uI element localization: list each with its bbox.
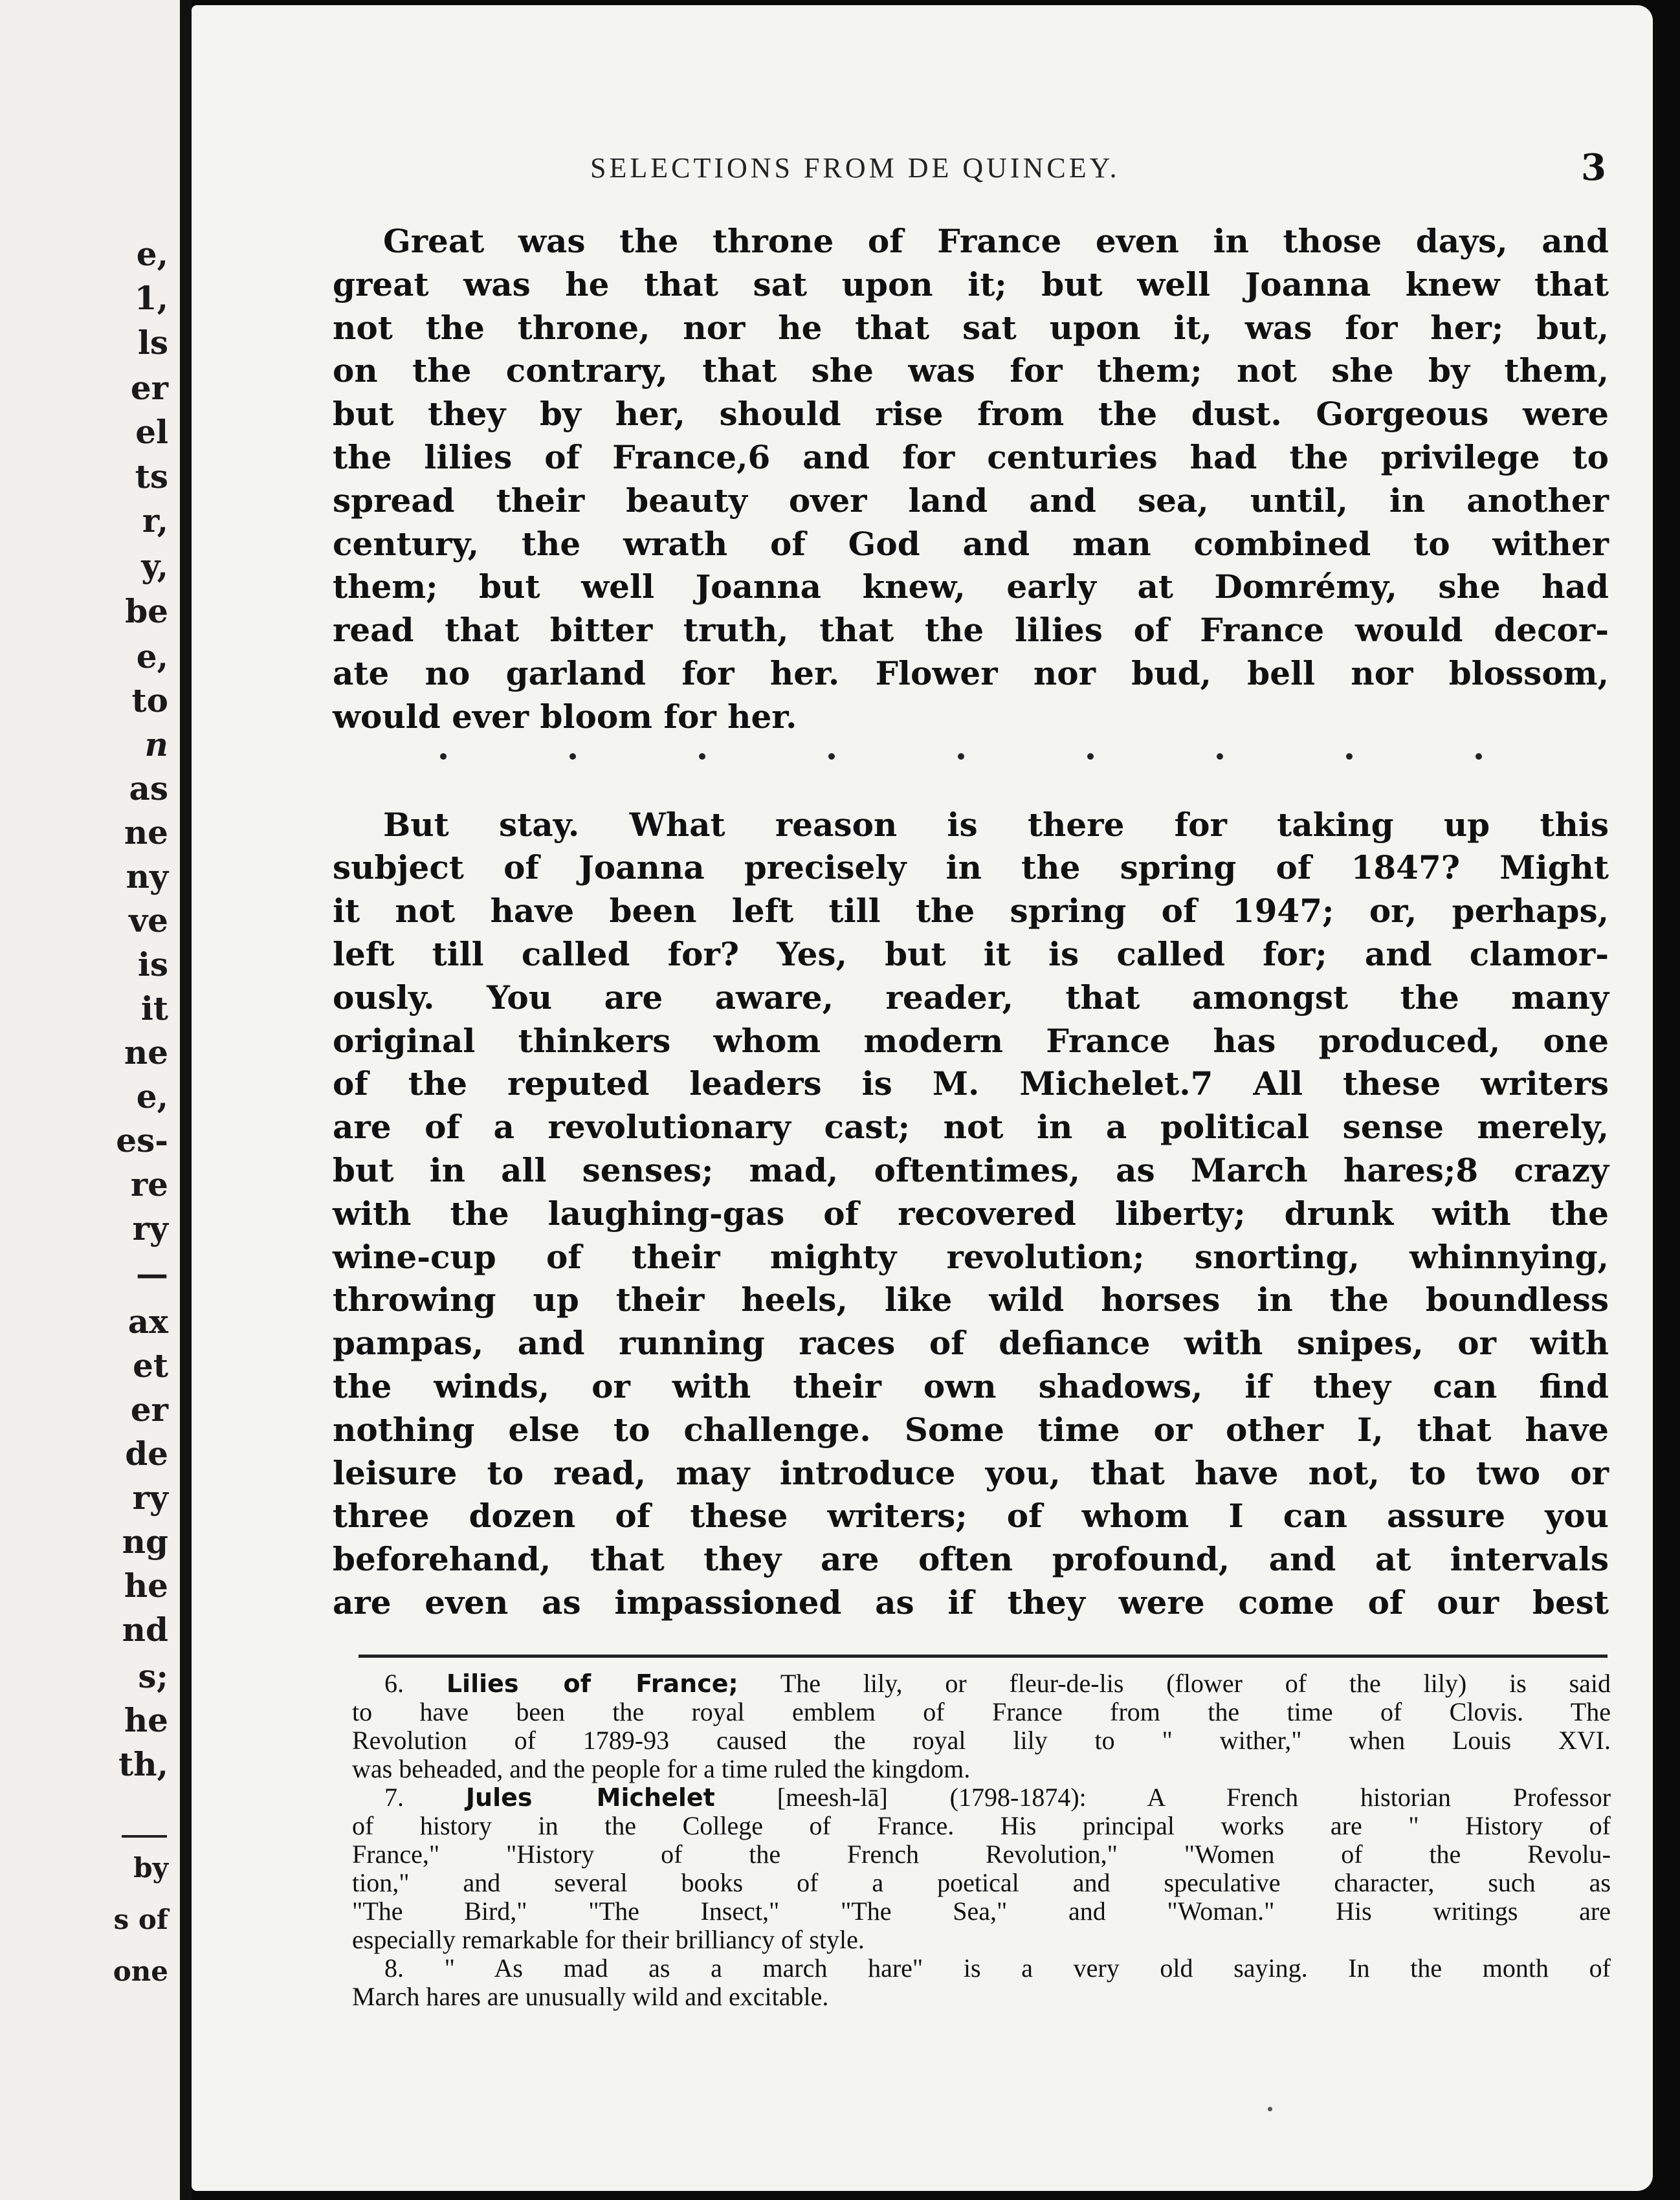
facing-page-fragment: es- [116,1121,168,1160]
text-line: century, the wrath of God and man combined to wither [333,524,1609,563]
text-line: left till called for? Yes, but it is called for; and clamor- [333,934,1609,973]
running-title: SELECTIONS FROM DE QUINCEY. [590,152,1120,184]
facing-page-fragment: as [129,769,168,808]
text-line: throwing up their heels, like wild horses in the boundless [333,1281,1609,1319]
facing-page-fragment: re [130,1165,168,1204]
footnote-line: especially remarkable for their brilliancy of style. [352,1925,865,1954]
footnote-text: [meesh-lā] (1798-1874): A French historian Professor [777,1783,1611,1812]
footnote-line: of history in the College of France. His principal works are " History of [352,1811,1611,1840]
facing-page-strip [0,0,180,2200]
text-line: but in all senses; mad, oftentimes, as March hares;8 crazy [333,1150,1609,1189]
footnote-line [352,1954,1611,1983]
text-line: read that bitter truth, that the lilies of France would decor- [333,611,1609,650]
facing-page-fragment: er [130,369,168,407]
facing-page-fragment: e, [136,235,168,273]
page-number: 3 [1581,146,1606,189]
facing-page-fragment: by [133,1852,168,1884]
separator-dot [1217,753,1223,760]
facing-page-fragment: ne [124,813,168,852]
facing-page-fragment: el [135,413,168,451]
footnote-line: was beheaded, and the people for a time ruled the kingdom. [352,1754,971,1783]
text-line: them; but well Joanna knew, early at Domrémy, she had [333,567,1609,606]
text-line: pampas, and running races of defiance with snipes, or with [333,1324,1609,1363]
separator-dot [1346,753,1353,760]
facing-page-fragment: ax [127,1303,168,1341]
facing-page-fragment: er [130,1391,168,1429]
footnote-line [352,1783,1611,1812]
footnote-line: tion," and several books of a poetical and speculative character, such as [352,1868,1611,1897]
text-line: ate no garland for her. Flower nor bud, bell nor blossom, [333,654,1609,692]
footnotes [352,1669,1611,2011]
facing-page-fragment: it [140,989,168,1028]
section-separator [333,739,1609,804]
facing-page-fragment: ny [126,857,168,896]
text-line: but they by her, should rise from the dust. Gorgeous were [333,395,1609,434]
facing-page-fragment: th, [118,1745,168,1783]
facing-page-fragment: ve [129,901,168,940]
text-line: nothing else to challenge. Some time or other I, that have [333,1410,1609,1449]
separator-dot [569,753,576,760]
facing-page-fragment: is [137,945,168,984]
page-header [590,146,1606,192]
text-line: are even as impassioned as if they were come of our best [333,1583,1609,1622]
facing-page-fragment: to [131,681,168,720]
footnote-term: Jules Michelet [465,1783,715,1812]
facing-page-fragment: he [124,1701,168,1739]
footnote-line: March hares are unusually wild and excitable. [352,1982,829,2011]
footnote-rule [359,1655,1608,1658]
facing-page-footnote-rule [122,1835,167,1838]
facing-page-fragment: ts [135,457,168,496]
text-line: the winds, or with their own shadows, if they can find [333,1367,1609,1405]
footnote-line: Revolution of 1789-93 caused the royal lily to " wither," when Louis XVI. [352,1726,1611,1755]
book-gutter [180,0,192,2200]
text-line: are of a revolutionary cast; not in a political sense merely, [333,1108,1609,1147]
facing-page-fragment: s; [138,1657,168,1695]
facing-page-fragment: — [136,1255,168,1293]
text-line: But stay. What reason is there for taking up this [383,805,1609,844]
text-line: wine-cup of their mighty revolution; snorting, whinnying, [333,1237,1609,1276]
facing-page-fragment: be [125,592,168,630]
separator-dot [440,753,447,760]
facing-page-fragment: ng [122,1523,168,1561]
facing-page-fragment: he [124,1567,168,1605]
footnote-number: 6. [384,1669,404,1698]
separator-dot [828,753,835,760]
text-line: not the throne, nor he that sat upon it, was for her; but, [333,308,1609,347]
facing-page-fragment: r, [142,501,168,540]
text-line: original thinkers whom modern France has produced, one [333,1021,1609,1060]
facing-page-fragment: y, [141,547,168,585]
main-text [333,220,1609,1625]
text-line: three dozen of these writers; of whom I can assure you [333,1497,1609,1535]
text-line: Great was the throne of France even in those days, and [383,222,1609,260]
footnote-text: " As mad as a march hare" is a very old saying. In the month of [444,1953,1611,1983]
separator-dot [1087,753,1094,760]
facing-page-fragment: ne [124,1033,168,1072]
text-line: would ever bloom for her. [333,697,797,736]
text-line: subject of Joanna precisely in the spring of 1847? Might [333,848,1609,887]
facing-page-fragment: one [113,1955,168,1987]
footnote-line [352,1669,1611,1698]
facing-page-fragment: nd [122,1611,168,1649]
footnote-line: "The Bird," "The Insect," "The Sea," and "Woman." His writings are [352,1897,1611,1926]
text-line: it not have been left till the spring of 1947; or, perhaps, [333,892,1609,930]
facing-page-fragment: ls [137,324,168,362]
footnote-line: to have been the royal emblem of France from the time of Clovis. The [352,1697,1611,1726]
footnote-term: Lilies of France; [446,1669,738,1698]
facing-page-fragment: e, [136,1077,168,1116]
separator-dot [1476,753,1482,760]
separator-dot [699,753,705,760]
facing-page-fragment: s of [113,1904,168,1935]
text-line: spread their beauty over land and sea, until, in another [333,481,1609,520]
facing-page-fragment: e, [136,637,168,676]
text-line: ously. You are aware, reader, that amongst the many [333,978,1609,1017]
facing-page-fragment: de [125,1435,168,1473]
text-line: with the laughing-gas of recovered liberty; drunk with the [333,1194,1609,1233]
text-line: beforehand, that they are often profound, and at intervals [333,1540,1609,1579]
footnote-number: 8. [384,1953,404,1983]
facing-page-fragment: ry [132,1209,168,1248]
facing-page-fragment: et [133,1347,168,1385]
footnote-text: The lily, or fleur-de-lis (flower of the lily) is said [780,1669,1611,1698]
text-line: leisure to read, may introduce you, that have not, to two or [333,1453,1609,1492]
facing-page-fragment: 1, [134,279,168,317]
book-page [192,5,1653,2191]
facing-page-fragment: n [144,725,168,764]
text-line: great was he that sat upon it; but well Joanna knew that [333,265,1609,303]
paper-speck [1268,2107,1272,2111]
footnote-number: 7. [384,1783,404,1812]
footnote-line: France," "History of the French Revolution," "Women of the Revolu- [352,1840,1611,1869]
facing-page-fragment: ry [132,1479,168,1517]
text-line: of the reputed leaders is M. Michelet.7 All these writers [333,1064,1609,1103]
separator-dot [958,753,964,760]
text-line: the lilies of France,6 and for centuries had the privilege to [333,437,1609,476]
text-line: on the contrary, that she was for them; not she by them, [333,351,1609,390]
